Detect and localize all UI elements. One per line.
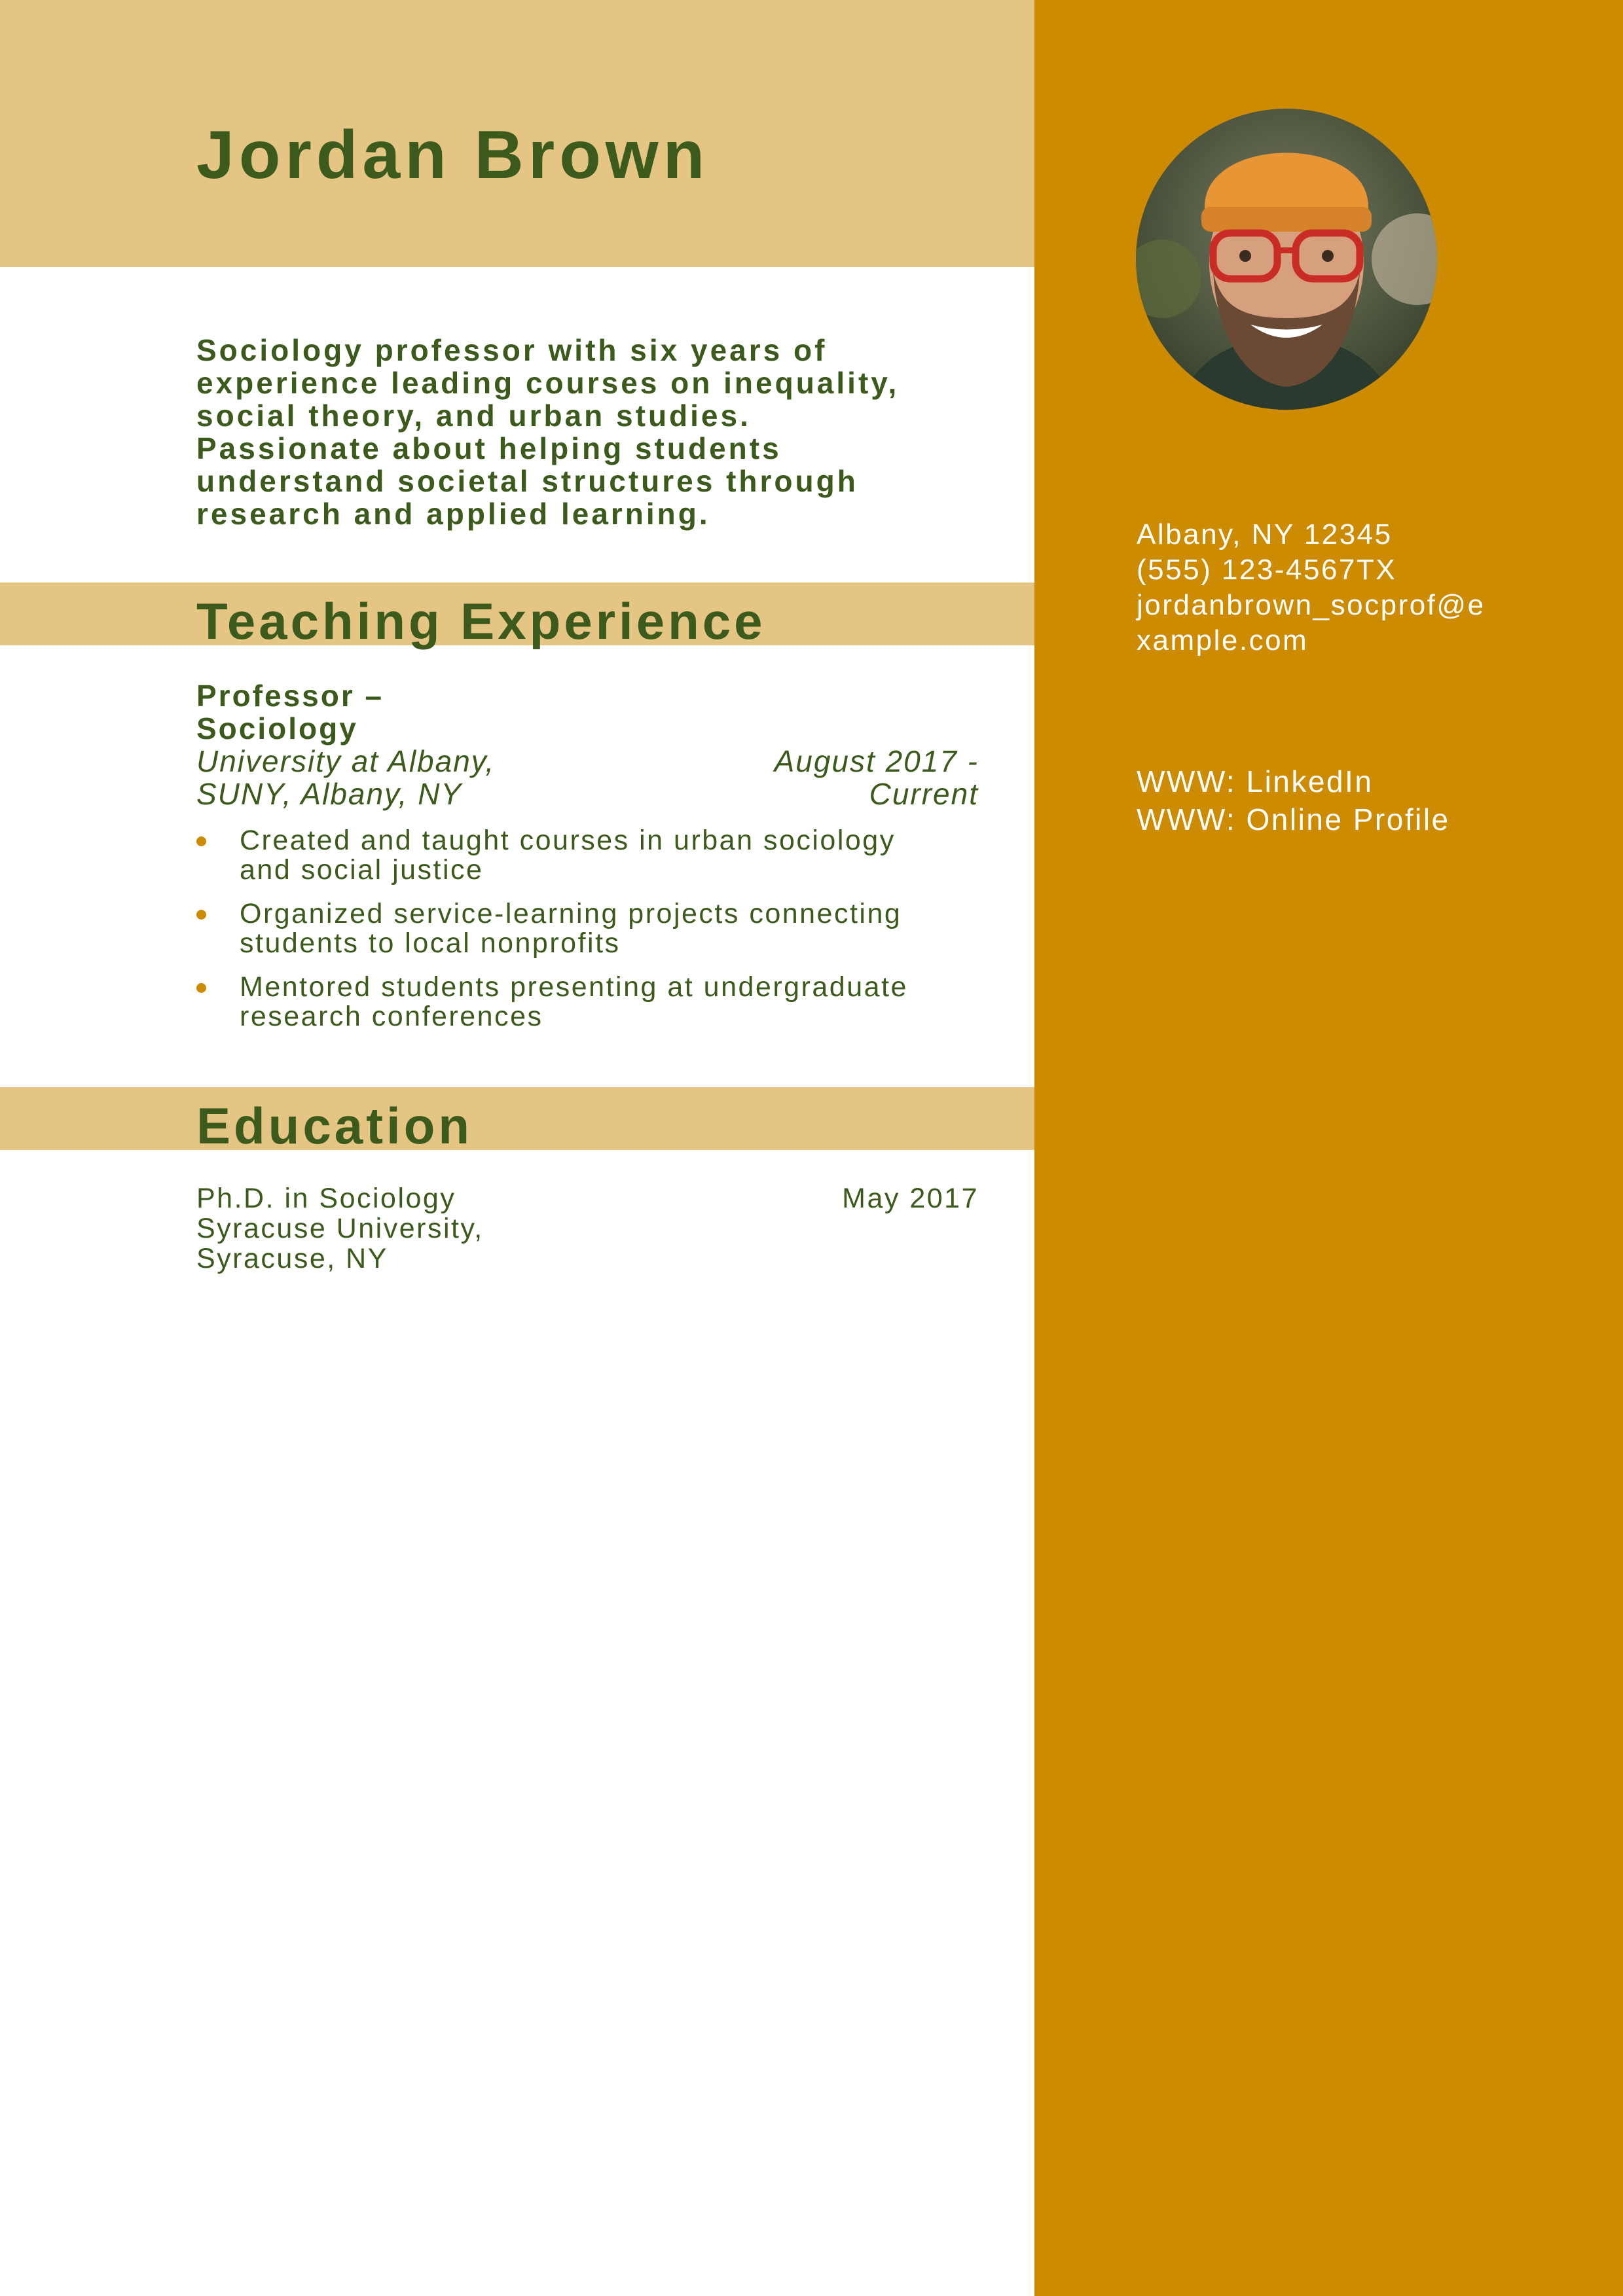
- bullet-line: students to local nonprofits: [240, 927, 621, 959]
- education-entry: [196, 1183, 979, 1274]
- school-line: Syracuse University,: [196, 1213, 484, 1244]
- education-date: May 2017: [842, 1183, 979, 1214]
- school-line: Syracuse, NY: [196, 1243, 388, 1274]
- bullet-dot-icon: [196, 983, 206, 993]
- bullet-line: research conferences: [240, 1001, 543, 1032]
- professional-summary: [196, 334, 982, 530]
- job-organization-line: SUNY, Albany, NY: [196, 777, 463, 811]
- job-bullet: [196, 973, 979, 1031]
- job-date-line: August 2017 -: [774, 744, 979, 778]
- profile-photo: [1136, 109, 1437, 410]
- summary-line: understand societal structures through: [196, 464, 858, 498]
- education-heading-band: [0, 1087, 1034, 1155]
- job-bullet: [196, 899, 979, 958]
- email-line: jordanbrown_socprof@e: [1137, 589, 1486, 621]
- phone: (555) 123-4567TX: [1137, 554, 1397, 586]
- linkedin-link[interactable]: WWW: LinkedIn: [1137, 764, 1374, 798]
- bullet-line: Mentored students presenting at undergraduate: [240, 971, 908, 1003]
- web-links: [1137, 762, 1450, 838]
- job-title: [196, 679, 979, 745]
- job-dates: [775, 745, 979, 810]
- job-title-line: Sociology: [196, 711, 358, 745]
- online-profile-link[interactable]: WWW: Online Profile: [1137, 802, 1450, 836]
- job-meta: [196, 745, 979, 810]
- summary-line: Passionate about helping students: [196, 431, 782, 465]
- email-line: xample.com: [1137, 624, 1309, 656]
- bullet-dot-icon: [196, 910, 206, 920]
- job-organization: [196, 745, 495, 810]
- candidate-name: Jordan Brown: [196, 117, 710, 193]
- bullet-line: and social justice: [240, 854, 484, 886]
- degree: Ph.D. in Sociology: [196, 1183, 456, 1214]
- job-bullets: [196, 826, 979, 1031]
- bullet-line: Created and taught courses in urban sociology: [240, 825, 896, 856]
- education-heading: Education: [196, 1097, 473, 1155]
- job-entry: [196, 679, 979, 1046]
- email[interactable]: [1137, 588, 1486, 658]
- job-organization-line: University at Albany,: [196, 744, 496, 778]
- experience-heading: Teaching Experience: [196, 592, 766, 650]
- summary-line: research and applied learning.: [196, 497, 710, 531]
- summary-line: social theory, and urban studies.: [196, 399, 751, 433]
- bullet-dot-icon: [196, 836, 206, 846]
- contact-info: [1137, 517, 1486, 658]
- job-date-line: Current: [869, 777, 979, 811]
- job-bullet: [196, 826, 979, 885]
- summary-line: Sociology professor with six years of: [196, 333, 828, 367]
- job-title-line: Professor –: [196, 679, 384, 713]
- portrait-image: [1136, 109, 1437, 410]
- address: Albany, NY 12345: [1137, 518, 1393, 550]
- summary-line: experience leading courses on inequality,: [196, 366, 900, 400]
- bullet-line: Organized service-learning projects connecting: [240, 898, 902, 929]
